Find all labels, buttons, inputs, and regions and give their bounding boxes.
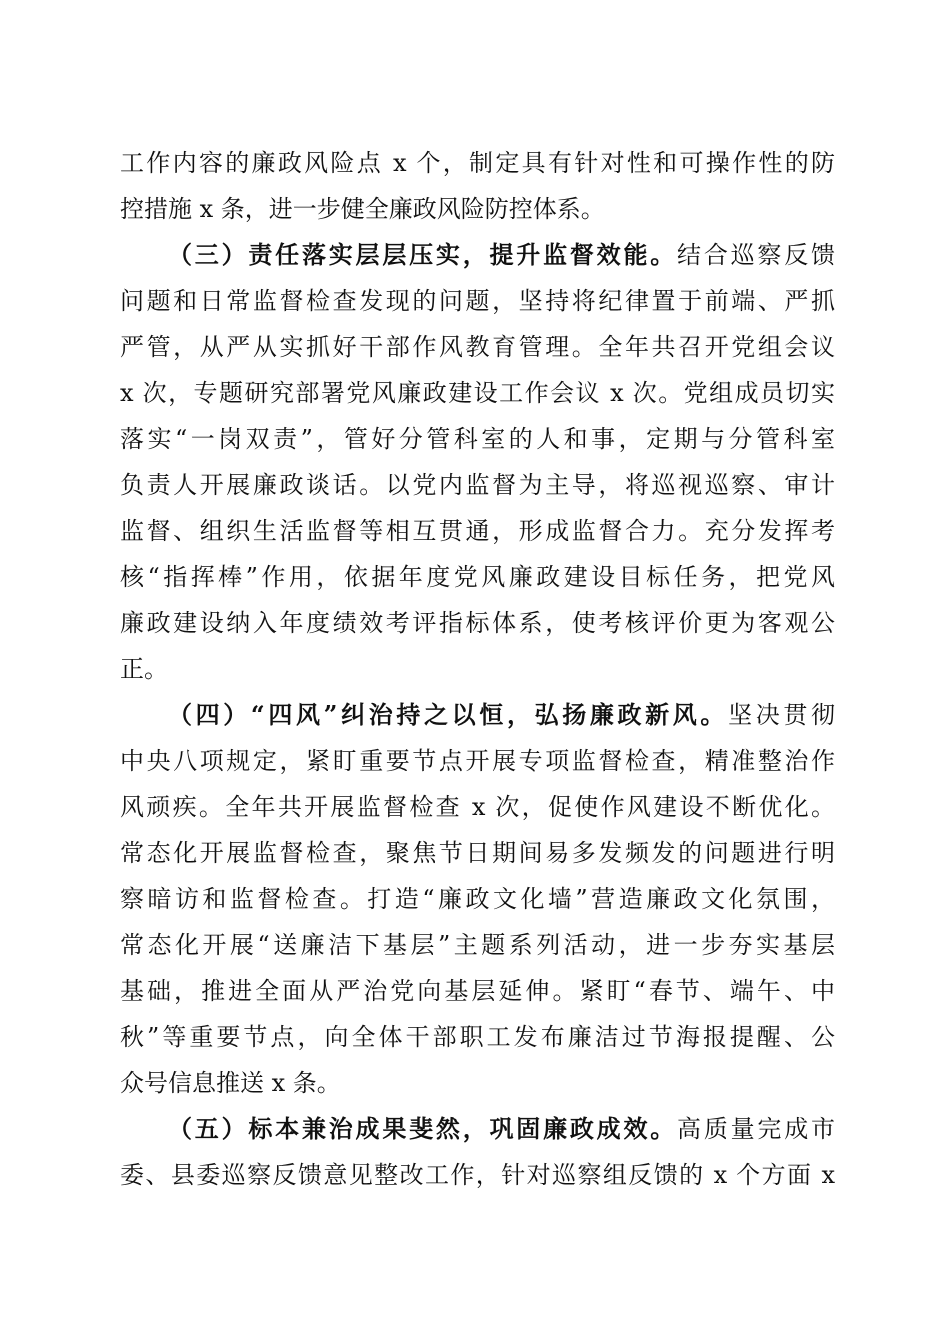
section-heading-5: （五）标本兼治成果斐然，巩固廉政成效。 <box>168 1114 678 1143</box>
paragraph-line: 控措施 x 条，进一步健全廉政风险防控体系。 <box>120 195 605 223</box>
paragraph-line: 秋”等重要节点，向全体干部职工发布廉洁过节海报提醒、公 <box>120 1023 835 1051</box>
paragraph-line: x 次，专题研究部署党风廉政建设工作会议 x 次。党组成员切实 <box>120 379 835 407</box>
paragraph-line: 负责人开展廉政谈话。以党内监督为主导，将巡视巡察、审计 <box>120 471 835 499</box>
paragraph-first-line <box>168 239 835 271</box>
paragraph-line: 察暗访和监督检查。打造“廉政文化墙”营造廉政文化氛围， <box>120 885 835 913</box>
paragraph-line: 正。 <box>120 655 168 683</box>
paragraph-line: 基础，推进全面从严治党向基层延伸。紧盯“春节、端午、中 <box>120 977 835 1005</box>
paragraph-line: 严管，从严从实抓好干部作风教育管理。全年共召开党组会议 <box>120 333 835 361</box>
paragraph-line: 问题和日常监督检查发现的问题，坚持将纪律置于前端、严抓 <box>120 287 835 315</box>
paragraph-line: 众号信息推送 x 条。 <box>120 1069 341 1097</box>
paragraph-line: 常态化开展监督检查，聚焦节日期间易多发频发的问题进行明 <box>120 839 835 867</box>
paragraph-text: 坚决贯彻 <box>728 701 836 729</box>
section-heading-4: （四）“四风”纠治持之以恒，弘扬廉政新风。 <box>168 700 729 729</box>
paragraph-text: 高质量完成市 <box>677 1115 836 1143</box>
section-heading-3: （三）责任落实层层压实，提升监督效能。 <box>168 240 678 269</box>
paragraph-line: 风顽疾。全年共开展监督检查 x 次，促使作风建设不断优化。 <box>120 793 835 821</box>
paragraph-line: 中央八项规定，紧盯重要节点开展专项监督检查，精准整治作 <box>120 747 835 775</box>
paragraph-line: 常态化开展“送廉洁下基层”主题系列活动，进一步夯实基层 <box>120 931 835 959</box>
paragraph-text: 结合巡察反馈 <box>677 241 836 269</box>
paragraph-line: 委、县委巡察反馈意见整改工作，针对巡察组反馈的 x 个方面 x <box>120 1161 835 1189</box>
paragraph-line: 廉政建设纳入年度绩效考评指标体系，使考核评价更为客观公 <box>120 609 835 637</box>
paragraph-line: 工作内容的廉政风险点 x 个，制定具有针对性和可操作性的防 <box>120 149 835 177</box>
paragraph-first-line <box>168 1113 835 1145</box>
paragraph-line: 核“指挥棒”作用，依据年度党风廉政建设目标任务，把党风 <box>120 563 835 591</box>
paragraph-line: 监督、组织生活监督等相互贯通，形成监督合力。充分发挥考 <box>120 517 835 545</box>
paragraph-first-line <box>168 699 835 731</box>
paragraph-line: 落实“一岗双责”，管好分管科室的人和事，定期与分管科室 <box>120 425 835 453</box>
